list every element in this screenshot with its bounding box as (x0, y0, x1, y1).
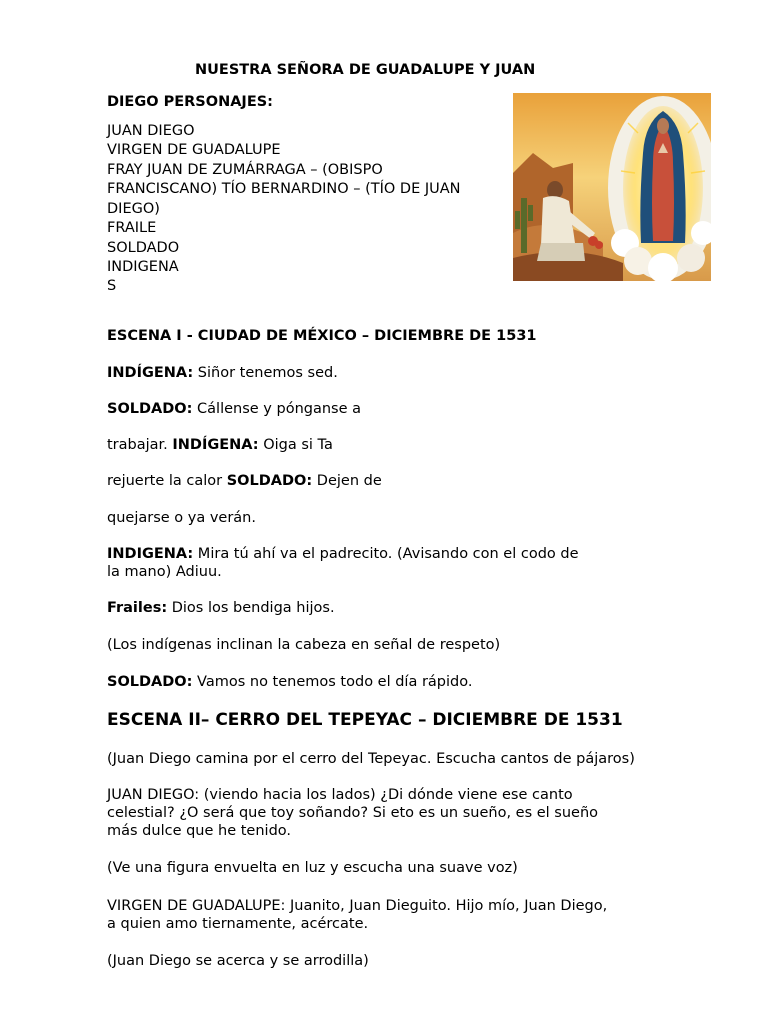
personaje-line: SOLDADO (107, 240, 180, 256)
dialogue-line: JUAN DIEGO: (viendo hacia los lados) ¿Di dónde viene ese canto (107, 787, 573, 803)
stage-direction: (Los indígenas inclinan la cabeza en señal de respeto) (107, 637, 501, 653)
dialogue-text: Oiga si Ta (258, 437, 333, 453)
dialogue-line (107, 436, 333, 456)
speaker-label: INDÍGENA: (172, 437, 259, 453)
scene2-heading: ESCENA II– CERRO DEL TEPEYAC – DICIEMBRE DE 1531 (107, 710, 623, 730)
dialogue-line: la mano) Adiuu. (107, 564, 222, 580)
stage-direction: (Juan Diego camina por el cerro del Tepeyac. Escucha cantos de pájaros) (107, 751, 635, 767)
personajes-heading: DIEGO PERSONAJES: (107, 94, 273, 110)
dialogue-line (107, 364, 338, 384)
dialogue-text: Mira tú ahí va el padrecito. (Avisando con el codo de (193, 546, 579, 562)
personaje-line: JUAN DIEGO (107, 123, 195, 139)
scene1-heading: ESCENA I - CIUDAD DE MÉXICO – DICIEMBRE DE 1531 (107, 328, 537, 344)
virgen-de-guadalupe-image (513, 93, 711, 281)
dialogue-text: Dios los bendiga hijos. (167, 600, 335, 616)
dialogue-text: trabajar. (107, 437, 173, 453)
personaje-line: FRAILE (107, 220, 157, 236)
dialogue-line (107, 599, 335, 619)
speaker-label: INDÍGENA: (107, 365, 194, 381)
personaje-line: INDIGENA (107, 259, 179, 275)
dialogue-line (107, 400, 361, 420)
personaje-line: FRAY JUAN DE ZUMÁRRAGA – (OBISPO (107, 162, 383, 178)
speaker-label: Frailes: (107, 600, 168, 616)
personaje-line: VIRGEN DE GUADALUPE (107, 142, 281, 158)
personaje-line: S (107, 278, 117, 294)
speaker-label: SOLDADO: (226, 473, 313, 489)
stage-direction: (Juan Diego se acerca y se arrodilla) (107, 953, 369, 969)
dialogue-text: Siñor tenemos sed. (193, 365, 338, 381)
dialogue-text: Vamos no tenemos todo el día rápido. (192, 674, 473, 690)
dialogue-line: celestial? ¿O será que toy soñando? Si eto es un sueño, es el sueño (107, 805, 599, 821)
speaker-label: INDIGENA: (107, 546, 194, 562)
dialogue-line: a quien amo tiernamente, acércate. (107, 916, 369, 932)
dialogue-line (107, 472, 382, 492)
personaje-line: FRANCISCANO) TÍO BERNARDINO – (TÍO DE JUAN (107, 181, 461, 197)
dialogue-line: quejarse o ya verán. (107, 510, 256, 526)
dialogue-text: Cállense y pónganse a (192, 401, 362, 417)
speaker-label: SOLDADO: (107, 674, 193, 690)
stage-direction: (Ve una figura envuelta en luz y escucha una suave voz) (107, 860, 518, 876)
document-title: NUESTRA SEÑORA DE GUADALUPE Y JUAN (195, 62, 536, 78)
speaker-label: SOLDADO: (107, 401, 193, 417)
dialogue-text: Dejen de (312, 473, 382, 489)
personaje-line: DIEGO) (107, 201, 160, 217)
dialogue-line: más dulce que he tenido. (107, 823, 291, 839)
dialogue-line: VIRGEN DE GUADALUPE: Juanito, Juan Dieguito. Hijo mío, Juan Diego, (107, 898, 608, 914)
dialogue-text: rejuerte la calor (107, 473, 227, 489)
dialogue-line (107, 545, 579, 565)
dialogue-line (107, 673, 472, 693)
